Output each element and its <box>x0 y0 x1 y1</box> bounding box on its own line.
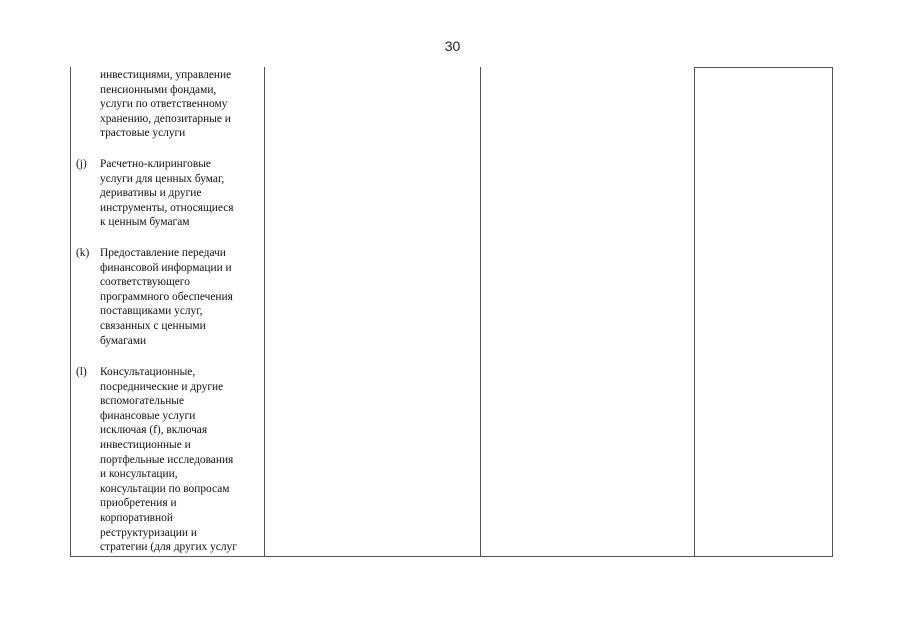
item-line: корпоративной <box>100 511 173 524</box>
item-line: к ценным бумагам <box>100 216 190 229</box>
item-line: инвестиционные и <box>100 438 191 451</box>
item-line: Предоставление передачи <box>100 247 226 259</box>
last-column-top-border <box>694 67 833 68</box>
item-marker: (j) <box>76 158 87 170</box>
item-line: приобретения и <box>100 497 177 510</box>
column-divider-2 <box>480 67 481 557</box>
item-line: трастовые услуги <box>100 127 186 140</box>
item-line: Расчетно-клиринговые <box>100 158 211 170</box>
item-line: реструктуризации и <box>100 526 197 539</box>
item-line: исключая (f), включая <box>100 424 208 437</box>
table-border-left <box>70 67 71 557</box>
item-text <box>100 68 262 141</box>
services-table <box>70 67 833 557</box>
item-line: посреднические и другие <box>100 380 224 393</box>
item-line: финансовой информации и <box>100 261 232 274</box>
item-line: стратегии (для других услуг <box>100 541 237 554</box>
item-line: пенсионными фондами, <box>100 83 217 96</box>
item-line: финансовые услуги <box>100 409 196 422</box>
item-line: портфельные исследования <box>100 453 234 466</box>
item-line: и консультации, <box>100 468 178 481</box>
item-line: инструменты, относящиеся <box>100 201 234 214</box>
item-line: программного обеспечения <box>100 290 233 303</box>
item-line: деривативы и другие <box>100 187 202 200</box>
item-line: услуги для ценных бумаг, <box>100 172 225 185</box>
table-border-bottom <box>70 556 833 557</box>
item-line: консультации по вопросам <box>100 482 230 495</box>
item-line: инвестициями, управление <box>100 69 232 81</box>
item-line: услуги по ответственному <box>100 98 228 111</box>
item-line: Консультационные, <box>100 366 196 378</box>
column-divider-1 <box>264 67 265 557</box>
item-line: вспомогательные <box>100 395 184 408</box>
item-line: поставщиками услуг, <box>100 305 203 318</box>
item-line: бумагами <box>100 334 147 347</box>
table-border-right <box>832 67 833 557</box>
item-marker: (k) <box>76 247 90 259</box>
page-number: 30 <box>444 38 461 54</box>
item-marker: (l) <box>76 366 87 378</box>
item-line: соответствующего <box>100 276 190 289</box>
item-line: хранению, депозитарные и <box>100 112 231 125</box>
item-text <box>100 157 262 230</box>
item-text <box>100 365 262 555</box>
item-text <box>100 246 262 348</box>
item-line: связанных с ценными <box>100 319 206 332</box>
column-divider-3 <box>694 67 695 557</box>
